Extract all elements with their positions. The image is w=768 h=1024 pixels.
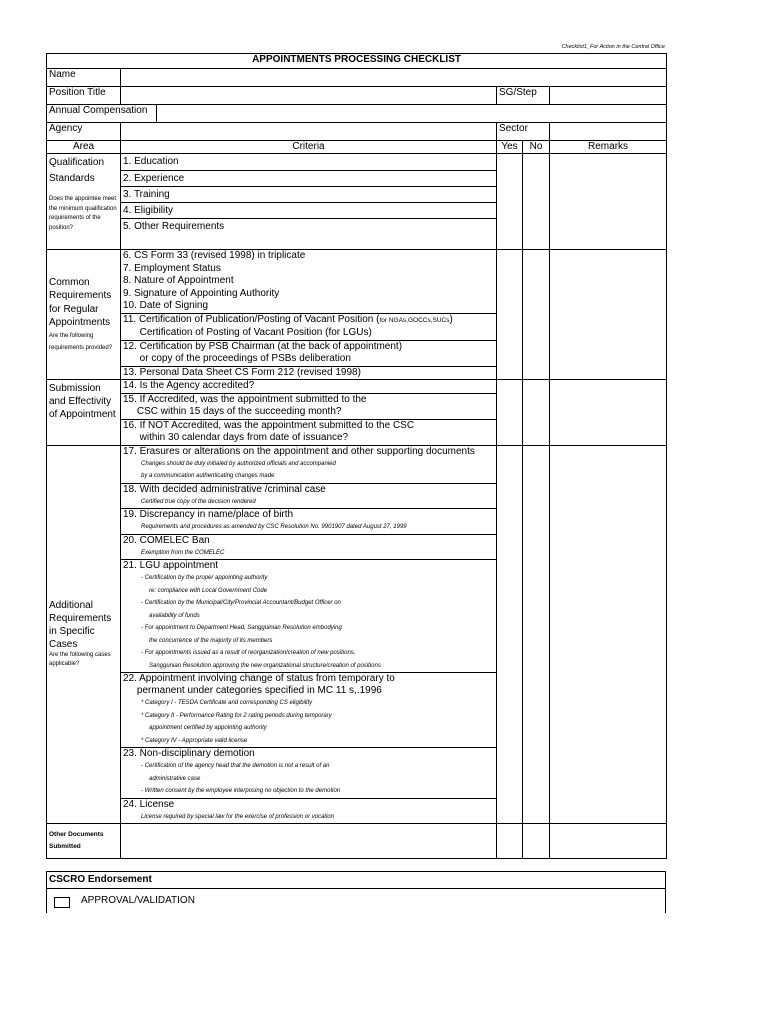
- approval-checkbox[interactable]: [54, 897, 70, 908]
- area-submission-title: Submission and Effectivity of Appointment: [49, 383, 116, 420]
- criteria-lgu-note-1: - Certification by the proper appointing authority: [141, 575, 268, 581]
- additional-no-cell[interactable]: [523, 445, 550, 824]
- agency-label: Agency: [47, 123, 121, 141]
- approval-validation-label: APPROVAL/VALIDATION: [81, 895, 195, 906]
- qualification-no-cell[interactable]: [523, 154, 550, 250]
- criteria-accredited-submission: 15. If Accredited, was the appointment submitted to the: [123, 393, 367, 405]
- criteria-demotion-note-3: - Written consent by the employee interposing no objection to the demotion: [141, 788, 341, 794]
- area-common-question: Are the following requirements provided?: [49, 332, 113, 351]
- criteria-lgu-note-5: - For appointment to Department Head, Sangguinian Resolution embodying: [141, 625, 342, 631]
- criteria-other-requirements: 5. Other Requirements: [123, 221, 225, 232]
- cscro-endorsement-title: CSCRO Endorsement: [46, 871, 666, 889]
- area-additional-requirements: [47, 445, 121, 824]
- remarks-header: Remarks: [550, 141, 667, 154]
- qualification-yes-cell[interactable]: [497, 154, 523, 250]
- criteria-lgu-note-3: - Certification by the Municipal/City/Provincial Accountant/Budget Officer on: [141, 600, 341, 606]
- criteria-demotion-note-2: administrative case: [149, 775, 201, 782]
- criteria-cs-form-33: 6. CS Form 33 (revised 1998) in triplicate: [123, 250, 306, 261]
- criteria-date-of-signing: 10. Date of Signing: [123, 300, 209, 311]
- criteria-submission: [121, 380, 497, 446]
- criteria-status-change-categories: permanent under categories specified in MC 11 s,.1996: [123, 685, 382, 696]
- criteria-additional: [121, 445, 497, 824]
- criteria-lgu-note-4: availability of funds: [149, 612, 200, 619]
- common-yes-cell[interactable]: [497, 250, 523, 380]
- criteria-erasures-note-1: Changes should be duly initialed by authorized officials and accompanied: [141, 460, 336, 467]
- criteria-category-2-note-cont: appointment certified by appointing authority: [149, 725, 267, 731]
- criteria-lgu-note-6: the concurrence of the majority of its members: [149, 637, 273, 644]
- area-qualification-question: Does the appointee meet the minimum qualification requirements of the position?: [49, 196, 117, 231]
- criteria-lgu-note-8: Sanggunian Resolution approving the new organizational structure/creation of positions: [149, 662, 381, 669]
- criteria-qualification: [121, 154, 497, 250]
- criteria-not-accredited-period: within 30 calendar days from date of issuance?: [123, 432, 349, 443]
- criteria-nature-of-appointment: 8. Nature of Appointment: [123, 275, 234, 286]
- checklist-code-note: Checklist1_For Action in the Central Office: [561, 44, 665, 50]
- area-common-title: Common Requirements for Regular Appointments: [49, 276, 112, 328]
- additional-yes-cell[interactable]: [497, 445, 523, 824]
- criteria-category-2-note: * Category II - Performance Rating for 2 rating periods during temporary: [141, 712, 332, 719]
- criteria-comelec-note: Exemption from the COMELEC: [141, 549, 225, 556]
- common-remarks-cell[interactable]: [550, 250, 667, 380]
- other-documents-label: Other Documents Submitted: [47, 824, 121, 859]
- criteria-psb-certification: 12. Certification by PSB Chairman (at the back of appointment): [123, 340, 403, 352]
- submission-no-cell[interactable]: [523, 380, 550, 446]
- common-no-cell[interactable]: [523, 250, 550, 380]
- criteria-lgu-note-7: - For appointments issued as a result of reorganization/creation of new positions,: [141, 650, 356, 656]
- criteria-comelec-ban: 20. COMELEC Ban: [123, 534, 210, 546]
- criteria-employment-status: 7. Employment Status: [123, 262, 221, 274]
- sector-label: Sector: [497, 123, 550, 141]
- criteria-accredited-submission-period: CSC within 15 days of the succeeding month?: [123, 406, 342, 417]
- criteria-lgu-note-2: re: compliance with Local Government Code: [149, 587, 268, 594]
- criteria-training: 3. Training: [121, 187, 496, 203]
- criteria-experience: 2. Experience: [121, 171, 496, 187]
- sector-field[interactable]: [550, 123, 667, 141]
- checklist-title: APPOINTMENTS PROCESSING CHECKLIST: [47, 54, 667, 69]
- criteria-erasures-note-2: by a communication authenticating changes made: [141, 473, 275, 479]
- criteria-license: 24. License: [123, 798, 175, 810]
- criteria-certification-posting-lgu: Certification of Posting of Vacant Position (for LGUs): [123, 327, 372, 338]
- area-qualification-standards: [47, 154, 121, 250]
- criteria-not-accredited-submission: 16. If NOT Accredited, was the appointment submitted to the CSC: [123, 419, 415, 431]
- area-common-requirements: [47, 250, 121, 380]
- other-documents-field[interactable]: [121, 824, 497, 859]
- criteria-education: 1. Education: [121, 154, 496, 171]
- appointments-checklist-table: [46, 53, 667, 859]
- criteria-demotion: 23. Non-disciplinary demotion: [123, 748, 255, 759]
- criteria-header: Criteria: [121, 141, 497, 154]
- criteria-admin-criminal-case: 18. With decided administrative /criminal case: [123, 483, 326, 495]
- approval-row: [46, 889, 666, 913]
- criteria-eligibility: 4. Eligibility: [121, 203, 496, 219]
- criteria-name-discrepancy: 19. Discrepancy in name/place of birth: [123, 509, 294, 520]
- area-additional-question: Are the following cases applicable?: [49, 652, 111, 668]
- area-qualification-title: Qualification Standards: [49, 157, 105, 184]
- annual-compensation-label: Annual Compensation: [47, 105, 157, 123]
- criteria-demotion-note-1: - Certification of the agency head that the demotion is not a result of an: [141, 763, 330, 769]
- criteria-signature-appointing-authority: 9. Signature of Appointing Authority: [123, 287, 280, 299]
- criteria-certification-publication: 11. Certification of Publication/Posting of Vacant Position (for NGAs,GOCCs,SUCs): [123, 313, 453, 325]
- agency-field[interactable]: [121, 123, 497, 141]
- name-label: Name: [47, 69, 121, 87]
- criteria-category-4-note: * Category IV - Appropriate valid license: [141, 737, 248, 744]
- annual-compensation-field[interactable]: [157, 105, 667, 123]
- sg-step-field[interactable]: [550, 87, 667, 105]
- criteria-psb-proceedings: or copy of the proceedings of PSBs deliberation: [123, 353, 351, 364]
- area-additional-title: Additional Requirements in Specific Cases: [49, 600, 112, 651]
- other-documents-no-cell[interactable]: [523, 824, 550, 859]
- sg-step-label: SG/Step: [497, 87, 550, 105]
- yes-header: Yes: [497, 141, 523, 154]
- criteria-category-1-note: * Category I - TESDA Certificate and corresponding CS eligibility: [141, 700, 313, 706]
- position-title-label: Position Title: [47, 87, 121, 105]
- criteria-name-discrepancy-note: Requirements and procedures as amended by CSC Resolution No. 9901907 dated August 27, 1999: [141, 524, 407, 530]
- area-header: Area: [47, 141, 121, 154]
- qualification-remarks-cell[interactable]: [550, 154, 667, 250]
- additional-remarks-cell[interactable]: [550, 445, 667, 824]
- other-documents-remarks-cell[interactable]: [550, 824, 667, 859]
- submission-yes-cell[interactable]: [497, 380, 523, 446]
- no-header: No: [523, 141, 550, 154]
- submission-remarks-cell[interactable]: [550, 380, 667, 446]
- criteria-erasures: 17. Erasures or alterations on the appointment and other supporting documents: [123, 445, 475, 457]
- criteria-personal-data-sheet: 13. Personal Data Sheet CS Form 212 (revised 1998): [123, 366, 361, 378]
- criteria-admin-criminal-note: Certified true copy of the decision rendered: [141, 498, 256, 505]
- name-field[interactable]: [121, 69, 667, 87]
- area-submission-effectivity: [47, 380, 121, 446]
- criteria-status-change: 22. Appointment involving change of status from temporary to: [123, 673, 395, 684]
- position-title-field[interactable]: [121, 87, 497, 105]
- other-documents-yes-cell[interactable]: [497, 824, 523, 859]
- criteria-lgu-appointment: 21. LGU appointment: [123, 560, 219, 571]
- criteria-agency-accredited: 14. Is the Agency accredited?: [123, 380, 255, 391]
- cscro-endorsement-section: [46, 871, 666, 913]
- criteria-license-note: License required by special law for the exercise of profession or vocation: [141, 813, 335, 820]
- criteria-common: [121, 250, 497, 380]
